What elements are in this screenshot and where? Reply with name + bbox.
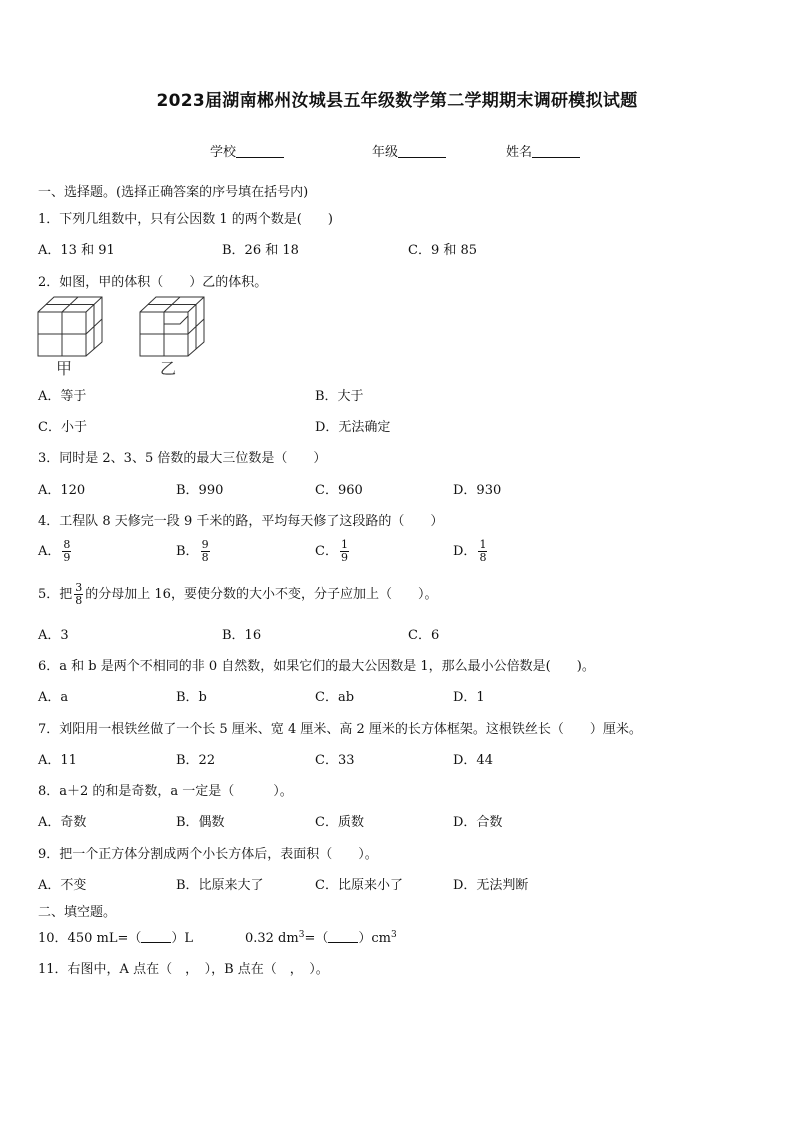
q1-option-c[interactable]: C．9 和 85 [408,243,478,258]
q4-d-denominator: 8 [479,551,487,564]
question-3: 3．同时是 2、3、5 倍数的最大三位数是（ ） [38,451,327,466]
q6-option-c[interactable]: C．ab [315,690,355,705]
school-field[interactable] [210,141,284,160]
q10-part-1: 10．450 mL=（ [38,931,142,946]
q5-option-a[interactable]: A．3 [38,628,69,643]
q5-denominator: 8 [75,594,83,607]
q10-part-2: ）L [171,931,193,946]
q4-b-fraction [201,539,210,564]
q4-c-denominator: 9 [340,551,348,564]
q10-part-5: ）cm [358,931,391,946]
q2-option-d[interactable]: D．无法确定 [315,420,391,435]
q9-option-a[interactable]: A．不变 [38,878,87,893]
q10-blank-1[interactable] [141,931,171,943]
cube-b [140,297,204,356]
question-9: 9．把一个正方体分割成两个小长方体后，表面积（ ）。 [38,847,378,862]
q4-b-numerator: 9 [201,538,209,551]
q4-b-denominator: 8 [201,551,209,564]
q10-sup-2: 3 [390,930,397,940]
q5-option-b[interactable]: B．16 [222,628,262,643]
q8-option-b[interactable]: B．偶数 [176,815,225,830]
question-10 [38,927,397,946]
question-11: 11．右图中，A 点在（ ， ），B 点在（ ， ）。 [38,962,329,977]
q2-option-c[interactable]: C．小于 [38,420,87,435]
q4-a-label: A． [38,544,61,559]
grade-field[interactable] [372,141,446,160]
q4-option-d[interactable] [453,539,489,564]
question-1: 1．下列几组数中，只有公因数 1 的两个数是( ) [38,212,333,227]
name-label: 姓名 [506,145,533,160]
q4-d-label: D． [453,544,477,559]
q9-option-d[interactable]: D．无法判断 [453,878,529,893]
q10-sup-1: 3 [298,930,305,940]
q7-option-a[interactable]: A．11 [38,753,77,768]
q8-option-d[interactable]: D．合数 [453,815,503,830]
q5-post: 的分母加上 16，要使分数的大小不变，分子应加上（ ）。 [85,587,438,602]
q6-option-d[interactable]: D．1 [453,690,485,705]
q10-part-4: =（ [304,931,329,946]
school-label: 学校 [210,145,237,160]
q4-option-b[interactable] [176,539,212,564]
q4-a-denominator: 9 [63,551,71,564]
school-blank[interactable] [236,145,284,158]
grade-label: 年级 [372,145,399,160]
q8-option-a[interactable]: A．奇数 [38,815,87,830]
section-2-heading: 二、填空题。 [38,905,117,920]
q4-b-label: B． [176,544,199,559]
q1-option-b[interactable]: B．26 和 18 [222,243,299,258]
q3-option-b[interactable]: B．990 [176,483,224,498]
q4-c-fraction [340,539,349,564]
q8-option-c[interactable]: C．质数 [315,815,364,830]
q6-option-a[interactable]: A．a [38,690,69,705]
fig-b-label: 乙 [160,359,177,378]
question-7: 7．刘阳用一根铁丝做了一个长 5 厘米、宽 4 厘米、高 2 厘米的长方体框架。这根铁丝长（ ）厘米。 [38,722,642,737]
page-title: 2023届湖南郴州汝城县五年级数学第二学期期末调研模拟试题 [156,91,638,111]
question-2: 2．如图，甲的体积（ ）乙的体积。 [38,275,268,290]
q4-option-c[interactable] [315,539,351,564]
q2-option-b[interactable]: B．大于 [315,389,364,404]
q5-pre: 5．把 [38,587,73,602]
q4-c-numerator: 1 [340,538,348,551]
q4-a-numerator: 8 [63,538,71,551]
q9-option-c[interactable]: C．比原来小了 [315,878,403,893]
name-field[interactable] [506,141,580,160]
name-blank[interactable] [532,145,580,158]
fig-a-label: 甲 [56,359,73,378]
q9-option-b[interactable]: B．比原来大了 [176,878,264,893]
question-4: 4．工程队 8 天修完一段 9 千米的路，平均每天修了这段路的（ ） [38,514,444,529]
q7-option-d[interactable]: D．44 [453,753,493,768]
q10-blank-2[interactable] [328,931,358,943]
grade-blank[interactable] [398,145,446,158]
cube-a [38,297,102,356]
q4-option-a[interactable] [38,539,73,564]
q5-numerator: 3 [75,581,83,594]
question-6: 6．a 和 b 是两个不相同的非 0 自然数，如果它们的最大公因数是 1，那么最小公倍数是( )。 [38,659,595,674]
q1-option-a[interactable]: A．13 和 91 [38,243,115,258]
q2-option-a[interactable]: A．等于 [38,389,87,404]
q10-part-3: 0.32 dm [244,931,299,946]
q3-option-a[interactable]: A．120 [38,483,86,498]
question-8: 8．a＋2 的和是奇数，a 一定是（ ）。 [38,784,293,799]
q4-d-fraction [478,539,487,564]
question-5 [38,582,437,607]
q4-c-label: C． [315,544,338,559]
q4-a-fraction [62,539,71,564]
cube-figure [34,294,234,378]
q7-option-b[interactable]: B．22 [176,753,216,768]
q7-option-c[interactable]: C．33 [315,753,355,768]
q3-option-c[interactable]: C．960 [315,483,363,498]
section-1-heading: 一、选择题。(选择正确答案的序号填在括号内) [38,185,309,200]
q6-option-b[interactable]: B．b [176,690,207,705]
q4-d-numerator: 1 [479,538,487,551]
q5-fraction [74,582,83,607]
q3-option-d[interactable]: D．930 [453,483,502,498]
q5-option-c[interactable]: C．6 [408,628,440,643]
